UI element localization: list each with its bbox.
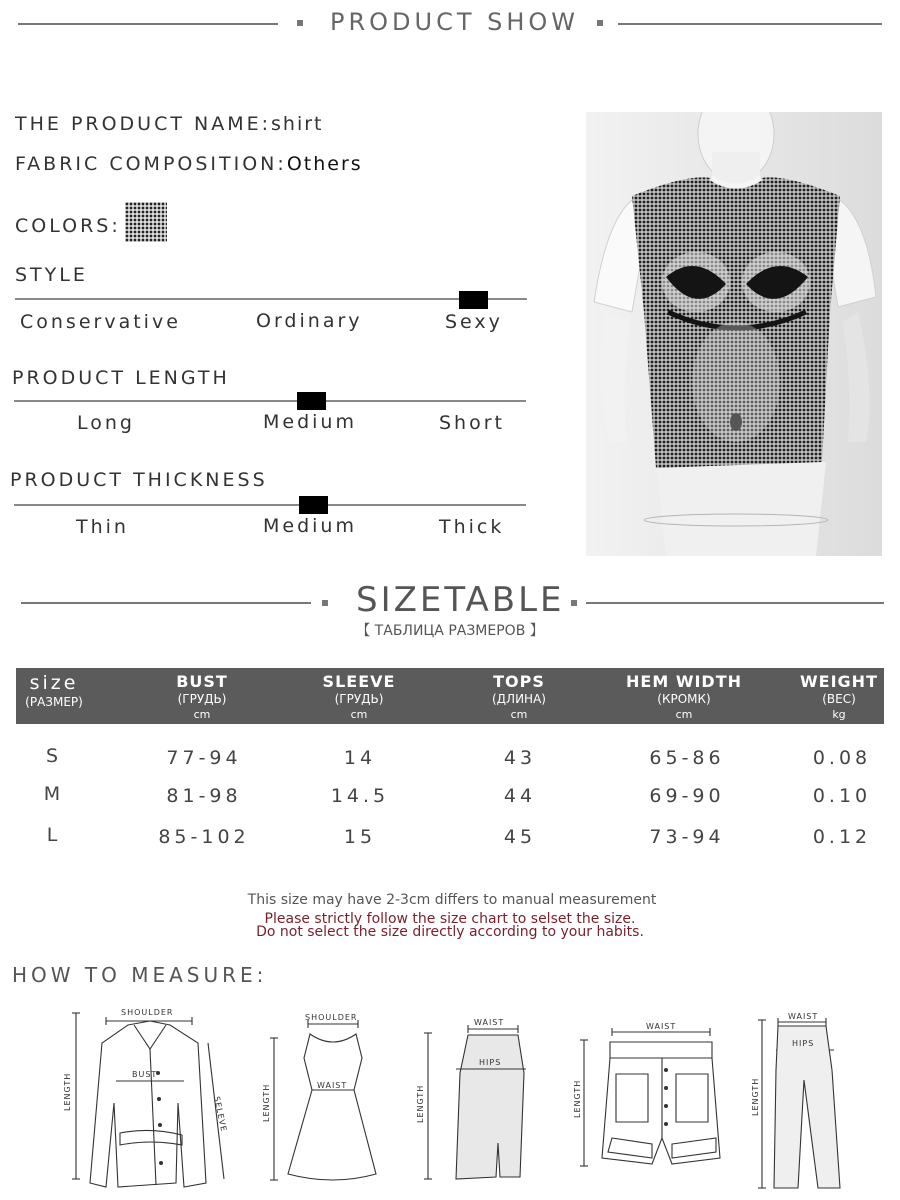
length-option-long: Long [77,412,135,434]
col-tops-name: TOPS [493,672,545,691]
col-weight-name: WEIGHT [800,672,878,691]
style-option-sexy: Sexy [445,311,503,333]
header-dot-left [297,20,303,26]
cell-tops: 43 [503,747,537,769]
section-title-product-show: PRODUCT SHOW [330,8,580,36]
cell-hem: 65-86 [649,747,725,769]
cell-sleeve: 14 [343,747,377,769]
col-bust [152,672,252,722]
cell-tops: 44 [503,785,537,807]
thickness-scale-marker [299,496,328,514]
header-dot-right [597,20,603,26]
col-bust-unit: cm [193,708,211,721]
col-hem-ru: (КРОМК) [657,692,711,706]
cell-bust: 77-94 [166,747,242,769]
sizetable-rule-right [586,602,884,604]
note-habits: Do not select the size directly according to your habits. [256,924,644,940]
length-option-short: Short [439,412,505,434]
skirt-hips-label: HIPS [479,1058,502,1067]
style-scale-marker [459,291,488,309]
col-sleeve [309,672,409,722]
shirt-length-label: LENGTH [63,1072,72,1111]
fabric-value: Others [286,153,363,175]
size-table-header [16,668,884,724]
dress-measure-diagram [258,1010,390,1190]
col-tops [469,672,569,722]
thickness-option-medium: Medium [263,515,357,537]
length-title: PRODUCT LENGTH [12,367,230,389]
length-scale-marker [297,392,326,410]
thickness-scale-line [14,504,526,506]
col-tops-unit: cm [510,708,528,721]
cell-size: L [46,824,62,846]
cell-sleeve: 14.5 [330,785,390,807]
col-sleeve-ru: (ГРУДЬ) [334,692,384,706]
color-swatch[interactable] [125,202,167,242]
note-follow-chart: Please strictly follow the size chart to selset the size. [264,911,636,927]
col-bust-ru: (ГРУДЬ) [177,692,227,706]
thickness-option-thin: Thin [76,516,129,538]
shirt-bust-label: BUST [132,1070,158,1079]
cell-sleeve: 15 [343,826,377,848]
col-weight [794,672,884,722]
shorts-waist-label: WAIST [646,1022,677,1031]
shirt-sleeve-label: SELEVE [212,1095,229,1133]
shirt-measure-diagram [58,1003,238,1195]
product-photo [586,112,882,556]
col-hem-name: HEM WIDTH [626,672,742,691]
col-size-ru: (РАЗМЕР) [25,695,83,709]
product-name-value: shirt [271,113,324,135]
col-weight-unit: kg [832,708,846,721]
header-rule-left [18,23,278,25]
pants-length-label: LENGTH [751,1077,760,1116]
sizetable-dot-right [571,600,577,606]
thickness-title: PRODUCT THICKNESS [10,469,268,491]
colors-label: COLORS: [15,215,121,237]
cell-hem: 73-94 [649,826,725,848]
cell-tops: 45 [503,826,537,848]
col-hem-width [624,672,744,722]
dress-waist-label: WAIST [317,1081,348,1090]
sizetable-subtitle: 【 ТАБЛИЦА РАЗМЕРОВ 】 [356,623,544,639]
style-scale-line [15,298,527,300]
length-scale-line [14,400,526,402]
cell-weight: 0.10 [812,785,872,807]
skirt-length-label: LENGTH [416,1084,425,1123]
shirt-shoulder-label: SHOULDER [121,1008,174,1017]
dress-length-label: LENGTH [262,1083,271,1122]
col-sleeve-unit: cm [350,708,368,721]
pants-waist-label: WAIST [788,1012,819,1021]
cell-weight: 0.08 [812,747,872,769]
pants-measure-diagram [748,1010,858,1194]
fabric-row [15,153,363,175]
cell-hem: 69-90 [649,785,725,807]
cell-bust: 81-98 [166,785,242,807]
style-option-conservative: Conservative [20,311,181,333]
dress-shoulder-label: SHOULDER [305,1013,358,1022]
shorts-measure-diagram [572,1018,732,1172]
col-tops-ru: (ДЛИНА) [492,692,546,706]
col-weight-ru: (ВЕС) [822,692,856,706]
skirt-waist-label: WAIST [474,1018,505,1027]
product-name-row [15,113,324,135]
header-rule-right [618,23,882,25]
how-to-measure-title: HOW TO MEASURE: [12,963,268,987]
col-size-name: size [29,672,79,694]
length-option-medium: Medium [263,411,357,433]
thickness-option-thick: Thick [439,516,505,538]
cell-bust: 85-102 [158,826,250,848]
style-title: STYLE [15,264,88,286]
col-size [16,672,92,711]
col-bust-name: BUST [176,672,228,691]
cell-weight: 0.12 [812,826,872,848]
col-hem-unit: cm [675,708,693,721]
fabric-label: FABRIC COMPOSITION: [15,153,287,175]
cell-size: S [45,745,63,767]
product-name-label: THE PRODUCT NAME: [15,113,272,135]
sizetable-dot-left [322,600,328,606]
style-option-ordinary: Ordinary [256,310,363,332]
skirt-measure-diagram [410,1013,540,1185]
sizetable-title: SIZETABLE [356,580,565,620]
sizetable-rule-left [21,602,311,604]
note-measurement: This size may have 2-3cm differs to manual measurement [247,892,657,908]
pants-hips-label: HIPS [792,1039,815,1048]
cell-size: M [43,783,65,805]
col-sleeve-name: SLEEVE [322,672,396,691]
shorts-length-label: LENGTH [573,1079,582,1118]
